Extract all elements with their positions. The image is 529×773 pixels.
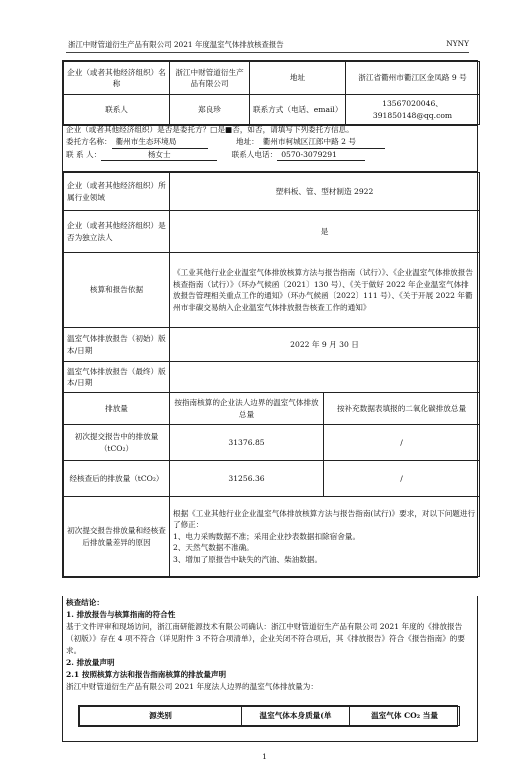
final-report-label: 温室气体排放报告（最终）版本/日期 xyxy=(64,362,170,393)
verified-emission-label: 经核查后的排放量（tCO₂） xyxy=(64,461,170,497)
section-1-title: 1. 排放报告与核算指南的符合性 xyxy=(66,610,176,619)
client-label: 委托方名称： xyxy=(66,136,112,146)
emission-col2-header: 按补充数据表填报的二氧化碳排放总量 xyxy=(324,393,480,425)
emission-summary-table xyxy=(78,705,458,727)
gas-mass-header: 温室气体本身质量(单 xyxy=(242,707,350,726)
client-contact-label: 联 系 人： xyxy=(66,149,102,159)
page-header xyxy=(66,38,469,53)
delegation-section xyxy=(62,124,478,172)
basis-label: 核算和报告依据 xyxy=(64,253,170,328)
delegation-question: 企业（或者其他经济组织）是否是委托方？□是■否，如否，请填写下列委托方信息。 xyxy=(66,125,354,134)
header-code: NYNY xyxy=(446,39,469,48)
co2e-header: 温室气体 CO₂ 当量 xyxy=(350,707,460,726)
initial-emission-value: 31376.85 xyxy=(170,425,324,461)
verified-emission-value: 31256.36 xyxy=(170,461,324,497)
contact-label: 联系人 xyxy=(64,95,170,125)
diff-label: 初次提交报告排放量和经核查后排放量差异的原因 xyxy=(64,497,170,577)
conclusion-title: 核查结论： xyxy=(66,598,104,607)
client-value: 衢州市生态环境局 xyxy=(112,136,208,149)
client-addr-value: 衢州市柯城区江郎中路 2 号 xyxy=(259,136,385,149)
final-report-value xyxy=(170,362,480,393)
emission-col1-header: 按指南核算的企业法人边界的温室气体排放总量 xyxy=(170,393,324,425)
emission-label: 排放量 xyxy=(64,393,170,425)
client-contact-value: 杨女士 xyxy=(101,149,217,162)
industry-value: 塑料板、管、型材制造 2922 xyxy=(170,173,480,211)
source-type-header: 源类别 xyxy=(80,707,242,726)
section-2-title: 2. 排放量声明 xyxy=(66,658,115,667)
client-contact-line xyxy=(66,149,474,162)
client-phone-value: 0570-3079291 xyxy=(277,149,365,162)
contact-value: 郑良珍 xyxy=(170,95,250,125)
addr-value: 浙江省衢州市衢江区金凤路 9 号 xyxy=(346,62,480,95)
client-addr-label: 地址： xyxy=(235,136,259,146)
basis-value: 《工业其他行业企业温室气体排放核算方法与报告指南（试行）》、《企业温室气体排放报告核查指南（试行）》（环办气候函〔2021〕130 号）、《关于做好 2022 年企业温室气体排放报告管理相关重点工作的通知》（环办气候函〔2022〕111 号）、《关于开展 2022 年衢州市非碳交易纳入企业温室气体排放报告核查工作的通知》 xyxy=(170,253,480,328)
org-label: 企业（或者其他经济组织）名称 xyxy=(64,62,170,95)
diff-item-1: 1、电力采购数据不准；采用企业抄表数据扣除宿舍量。 xyxy=(173,531,361,541)
details-table xyxy=(62,172,478,578)
independent-value: 是 xyxy=(170,211,480,253)
initial-report-value: 2022 年 9 月 30 日 xyxy=(170,328,480,362)
diff-item-3: 3、增加了原报告中缺失的汽油、柴油数据。 xyxy=(173,554,323,564)
phone-label: 联系方式（电话、email） xyxy=(250,95,346,125)
page-number: 1 xyxy=(262,752,267,761)
initial-report-label: 温室气体排放报告（初始）版本/日期 xyxy=(64,328,170,362)
diff-cell xyxy=(170,497,480,577)
client-line xyxy=(66,136,474,149)
org-value: 浙江中财管道衍生产品有限公司 xyxy=(170,62,250,95)
addr-label: 地址 xyxy=(250,62,346,95)
company-info-table xyxy=(62,60,478,126)
initial-emission-extra: / xyxy=(324,425,480,461)
verified-emission-extra: / xyxy=(324,461,480,497)
client-phone-label: 联系人电话： xyxy=(231,149,278,159)
header-title: 浙江中财管道衍生产品有限公司 2021 年度温室气体排放核查报告 xyxy=(68,40,284,49)
industry-label: 企业（或者其他经济组织）所属行业领域 xyxy=(64,173,170,211)
section-1-text: 基于文件评审和现场访问，浙江南研能源技术有限公司确认：浙江中财管道衍生产品有限公司 2021 年度的《排放报告（初版）》存在 4 项不符合（详见附件 3 不符合项清单），企业关闭不符合项后，其《排放报告》符合《报告指南》的要求。 xyxy=(66,622,465,655)
diff-intro: 根据《工业其他行业企业温室气体排放核算方法与报告指南(试行)》要求，对以下问题进行了修正： xyxy=(173,508,476,530)
section-2-1-title: 2.1 按照核算方法和报告指南核算的排放量声明 xyxy=(66,670,227,679)
independent-label: 企业（或者其他经济组织）是否为独立法人 xyxy=(64,211,170,253)
diff-item-2: 2、天然气数据不准确。 xyxy=(173,543,254,553)
initial-emission-label: 初次提交报告中的排放量（tCO₂） xyxy=(64,425,170,461)
section-2-1-text: 浙江中财管道衍生产品有限公司 2021 年度法人边界的温室气体排放量为： xyxy=(66,682,318,691)
phone-value: 13567020046、391850148@qq.com xyxy=(346,95,480,125)
